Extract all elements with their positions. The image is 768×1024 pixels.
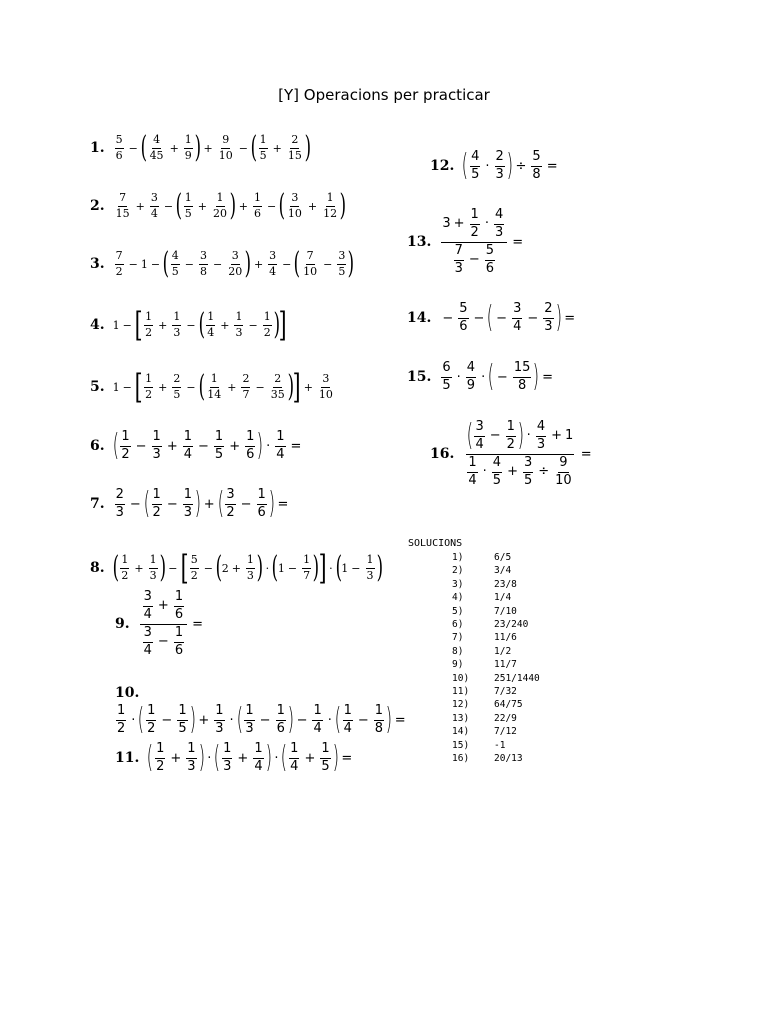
exercise-13 [407, 208, 526, 277]
exercise-16 [430, 420, 595, 489]
exercise-number: 4. [90, 317, 105, 333]
solution-item [452, 551, 540, 564]
exercise-15 [407, 361, 556, 394]
solution-number: 8) [452, 645, 464, 657]
solution-value: 23/8 [494, 578, 517, 590]
solution-number: 2) [452, 565, 464, 577]
exercise-11 [115, 742, 355, 775]
exercise-expression: 5 6 − ( 4 45 + $\frac{1}{9}$ ) + $\frac{9}{10}$ − ( 1 5 + $\frac{2}{15}$ ) [115, 130, 311, 165]
solution-number: 10) [452, 672, 470, 684]
exercise-expression: 7 2 − 1 − ( 4 5 − $\frac{3}{8}$ − $\frac{3}{20}$ ) + $\frac{3}{4}$ − ( 7 10 − $\frac{3}{5}$ ) [115, 246, 355, 281]
solution-number: 16) [452, 753, 470, 765]
solution-item [452, 564, 540, 577]
exercise-expression: ( 1 2 + $\frac{1}{3}$ ) − [ 5 2 − ( 2 + $\frac{1}{3}$ ) · ( 1 − $\frac{1}{7}$ ) ] · ( 1 − $\frac{1}{3}$ ) [112, 548, 383, 588]
solution-item [452, 712, 540, 725]
exercise-2 [90, 188, 347, 223]
exercise-number: 8. [90, 560, 105, 576]
solution-value: 11/7 [494, 659, 517, 671]
solution-item [452, 631, 540, 644]
solution-number: 7) [452, 632, 464, 644]
solution-item [452, 685, 540, 698]
solution-value: 7/10 [494, 605, 517, 617]
exercise-5 [90, 367, 336, 407]
solution-value: 22/9 [494, 712, 517, 724]
solution-number: 14) [452, 726, 470, 738]
solution-number: 9) [452, 659, 464, 671]
solution-value: 11/6 [494, 632, 517, 644]
solution-number: 4) [452, 592, 464, 604]
exercise-number: 3. [90, 256, 105, 272]
exercise-number: 13. [407, 234, 432, 251]
exercise-number: 1. [90, 140, 105, 156]
solution-value: -1 [494, 739, 506, 751]
exercise-3 [90, 246, 355, 281]
exercise-number: 9. [115, 616, 130, 633]
solution-value: 251/1440 [494, 672, 540, 684]
solution-item [452, 698, 540, 711]
exercise-expression: ( 4 5 · 2 3 ) ÷ $\frac{5}{8}$ = [461, 148, 558, 184]
solutions-title: SOLUCIONS [408, 538, 463, 549]
exercise-number: 7. [90, 496, 105, 513]
exercise-number: 2. [90, 198, 105, 214]
exercise-number: 15. [407, 369, 432, 386]
solution-value: 1/2 [494, 645, 512, 657]
solution-item [452, 658, 540, 671]
solution-number: 15) [452, 739, 470, 751]
solution-item [452, 645, 540, 658]
exercise-expression: ( 1 2 − $\frac{1}{3}$ + $\frac{1}{4}$ − $\frac{1}{5}$ + $\frac{1}{6}$ ) · $\frac{1}{4}$ = [112, 428, 302, 464]
solution-value: 20/13 [494, 753, 523, 765]
solution-item [452, 605, 540, 618]
exercise-number: 10. [115, 685, 140, 701]
solution-item [452, 591, 540, 604]
exercise-number: 11. [115, 750, 140, 767]
exercise-10-number [115, 685, 147, 701]
exercise-number: 14. [407, 310, 432, 327]
exercise-number: 6. [90, 438, 105, 455]
exercise-expression: 3 4 + $\frac{1}{6}$ 3 4 − $\frac{1}{6}$ = [138, 590, 206, 659]
solution-item [452, 739, 540, 752]
exercise-1 [90, 130, 311, 165]
solution-value: 7/32 [494, 686, 517, 698]
exercise-expression: − $\frac{5}{6}$ − ( − $\frac{3}{4}$ − $\frac{2}{3}$ ) = [442, 300, 576, 336]
exercise-number: 12. [430, 158, 455, 175]
solution-item [452, 672, 540, 685]
exercise-expression: 2 3 − ( 1 2 − $\frac{1}{3}$ ) + ( 3 2 − $\frac{1}{6}$ ) = [115, 486, 289, 522]
solution-number: 6) [452, 619, 464, 631]
exercise-expression: 6 5 · 4 9 · ( − $\frac{15}{8}$ ) = [442, 359, 553, 395]
solution-number: 1) [452, 552, 464, 563]
solution-value: 23/240 [494, 619, 529, 631]
exercise-expression: 1 2 · ( 1 2 − $\frac{1}{5}$ ) + $\frac{1}{3}$ · ( 1 3 − $\frac{1}{6}$ ) − $\frac{1}{4}$ · ( 1 4 − $\frac{1}{8}$ ) = [117, 702, 406, 738]
exercise-expression: 1 − [ 1 2 + $\frac{1}{3}$ − ( 1 4 + $\frac{1}{3}$ − $\frac{1}{2}$ ) ] [112, 305, 288, 345]
exercise-9 [115, 590, 206, 659]
exercise-number: 16. [430, 446, 455, 463]
exercise-expression: ( 3 4 − $\frac{1}{2}$ ) · 4 3 + 1 1 4 · 4 5 + $\frac{3}{5}$ ÷ $\frac{9}{10}$ = [466, 418, 592, 488]
exercise-14 [407, 302, 578, 335]
solution-value: 64/75 [494, 699, 523, 711]
page-title: [Y] Operacions per practicar [278, 86, 490, 104]
exercise-4 [90, 305, 288, 345]
exercise-10 [114, 704, 409, 737]
exercise-expression: 1 − [ 1 2 + $\frac{2}{5}$ − ( 1 14 + $\frac{2}{7}$ − $\frac{2}{35}$ ) ] + $\frac{3}{10}$ [112, 367, 333, 407]
solution-item [452, 725, 540, 738]
solution-value: 7/12 [494, 726, 517, 738]
exercise-12 [430, 150, 561, 183]
solutions-list [452, 551, 540, 766]
solution-number: 12) [452, 699, 470, 711]
exercise-6 [90, 430, 304, 463]
exercise-8 [90, 548, 383, 588]
exercise-expression: ( 1 2 + $\frac{1}{3}$ ) · ( 1 3 + $\frac{1}{4}$ ) · ( 1 4 + $\frac{1}{5}$ ) = [146, 740, 353, 776]
solution-item [452, 618, 540, 631]
solution-number: 13) [452, 712, 470, 724]
solution-number: 3) [452, 578, 464, 590]
exercise-expression: 7 15 + $\frac{3}{4}$ − ( 1 5 + $\frac{1}{20}$ ) + $\frac{1}{6}$ − ( 3 10 + $\frac{1}{12}$ ) [115, 188, 347, 223]
solution-number: 11) [452, 686, 470, 698]
exercise-number: 5. [90, 379, 105, 395]
solution-value: 6/5 [494, 552, 512, 563]
solution-number: 5) [452, 605, 464, 617]
solution-value: 3/4 [494, 565, 512, 577]
solution-item [452, 578, 540, 591]
solution-value: 1/4 [494, 592, 512, 604]
exercise-7 [90, 488, 291, 521]
exercise-expression: 3 + $\frac{1}{2}$ · 4 3 7 3 − $\frac{5}{6}$ = [442, 207, 524, 276]
solution-item [452, 752, 540, 765]
